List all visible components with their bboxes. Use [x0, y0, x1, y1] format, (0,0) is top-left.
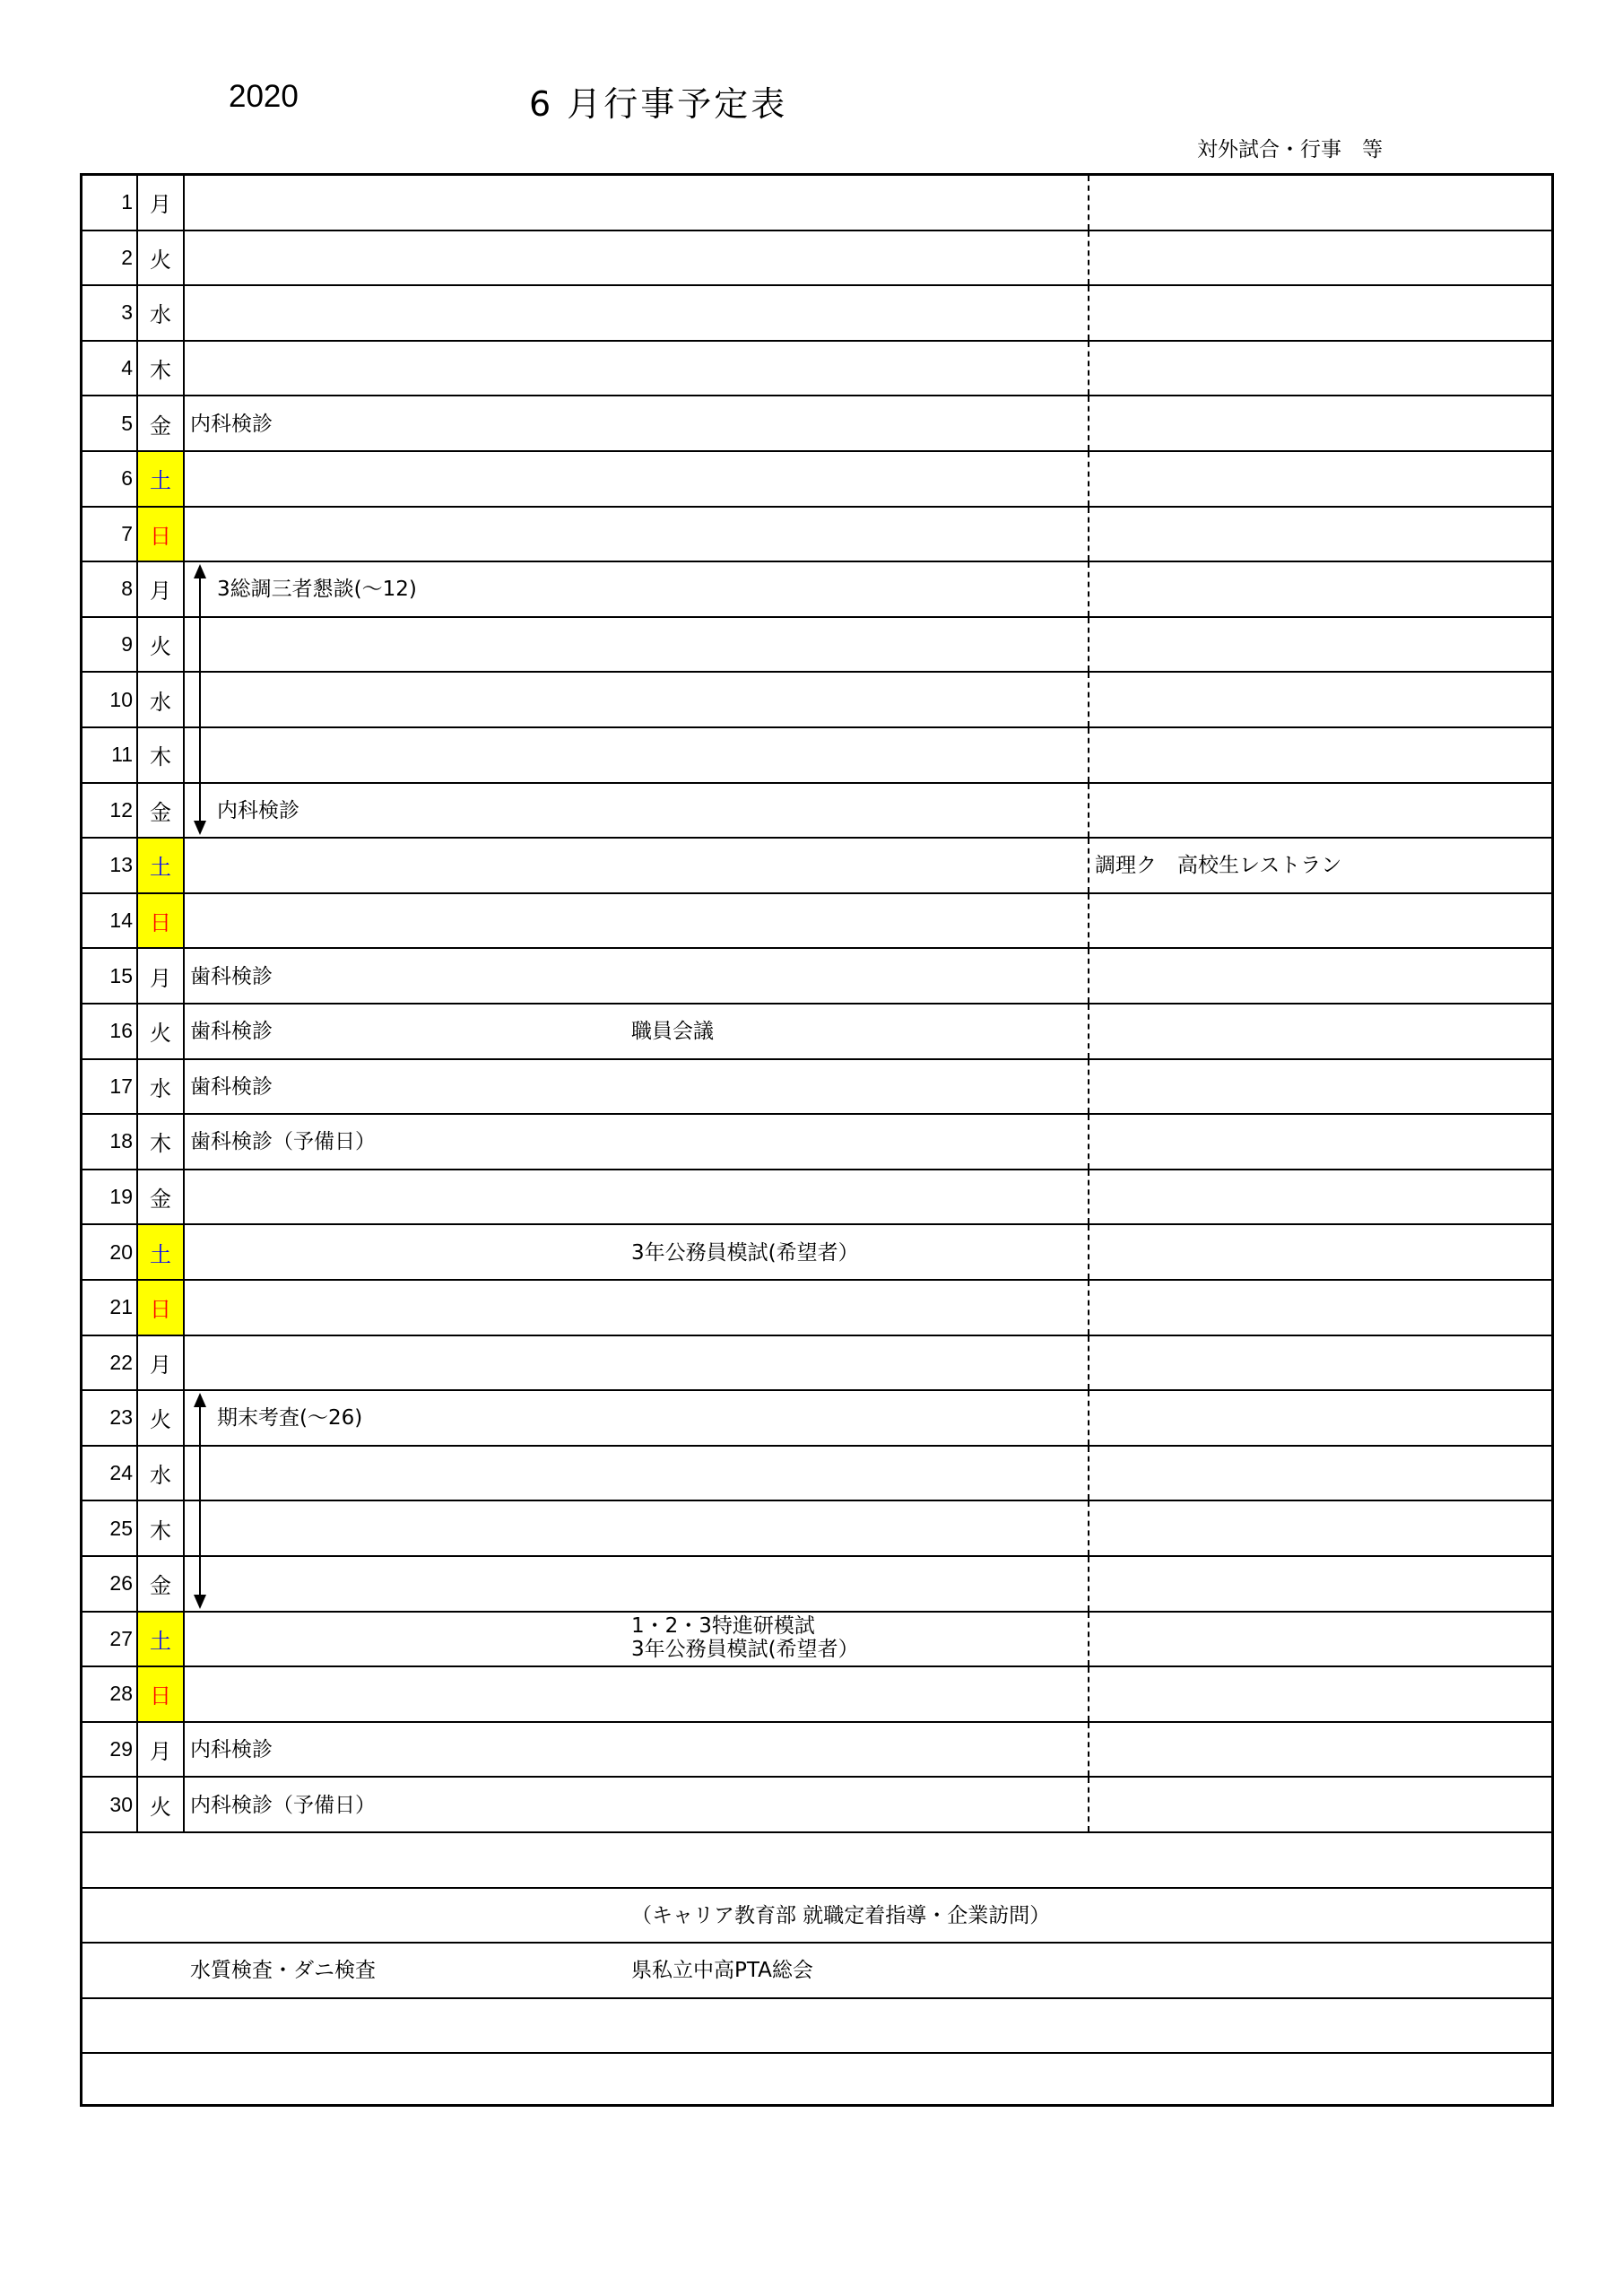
- weekday-cell: 金: [138, 1557, 185, 1611]
- school-events-cell: [185, 1225, 1089, 1279]
- table-row: [82, 1336, 1551, 1392]
- day-number: 16: [82, 1004, 138, 1058]
- note-text: （キャリア教育部 就職定着指導・企業訪問）: [631, 1903, 1051, 1927]
- external-events-cell: [1089, 673, 1551, 726]
- day-number: 30: [82, 1778, 138, 1831]
- school-events-cell: [185, 1391, 1089, 1445]
- school-events-cell: [185, 894, 1089, 948]
- external-events-cell: [1089, 839, 1551, 892]
- external-events-cell: [1089, 894, 1551, 948]
- page-title: 6 月行事予定表: [529, 84, 788, 124]
- school-events-cell: [185, 1336, 1089, 1390]
- weekday-cell: 金: [138, 396, 185, 450]
- external-events-cell: [1089, 452, 1551, 506]
- day-number: 13: [82, 839, 138, 892]
- table-row: [82, 2054, 1551, 2109]
- weekday-cell: 日: [138, 894, 185, 948]
- table-row: [82, 1613, 1551, 1668]
- event-text: 3年公務員模試(希望者）: [631, 1240, 859, 1265]
- table-row: [82, 1391, 1551, 1447]
- external-events-cell: [1089, 1060, 1551, 1114]
- table-row: [82, 508, 1551, 563]
- event-text: 1・2・3特進研模試 3年公務員模試(希望者）: [631, 1613, 859, 1661]
- table-row: [82, 1557, 1551, 1613]
- weekday-cell: 木: [138, 728, 185, 782]
- school-events-cell: [185, 784, 1089, 838]
- external-events-cell: [1089, 286, 1551, 340]
- school-events-cell: [185, 562, 1089, 616]
- school-events-cell: [185, 1060, 1089, 1114]
- external-events-cell: [1089, 176, 1551, 230]
- school-events-cell: [185, 1613, 1089, 1666]
- weekday-cell: 水: [138, 673, 185, 726]
- external-events-cell: [1089, 618, 1551, 672]
- schedule-table: [80, 173, 1554, 2107]
- school-events-cell: [185, 728, 1089, 782]
- weekday-cell: 月: [138, 562, 185, 616]
- table-row: [82, 673, 1551, 728]
- school-events-cell: [185, 1723, 1089, 1777]
- school-events-cell: [185, 673, 1089, 726]
- table-row: [82, 1667, 1551, 1723]
- school-events-cell: [185, 396, 1089, 450]
- table-row: [82, 1170, 1551, 1226]
- table-row: [82, 562, 1551, 618]
- day-number: 1: [82, 176, 138, 230]
- day-number: 19: [82, 1170, 138, 1224]
- school-events-cell: [185, 1170, 1089, 1224]
- day-number: 28: [82, 1667, 138, 1721]
- school-events-cell: [185, 231, 1089, 285]
- school-events-cell: [185, 1667, 1089, 1721]
- table-row: [82, 1723, 1551, 1779]
- school-events-cell: [185, 508, 1089, 561]
- school-events-cell: [185, 1004, 1089, 1058]
- external-events-cell: [1089, 1723, 1551, 1777]
- day-number: 12: [82, 784, 138, 838]
- day-number: 23: [82, 1391, 138, 1445]
- day-number: 8: [82, 562, 138, 616]
- day-number: 10: [82, 673, 138, 726]
- arrow-down-icon: [194, 1595, 206, 1609]
- table-row: [82, 894, 1551, 950]
- weekday-cell: 木: [138, 1115, 185, 1169]
- day-number: 17: [82, 1060, 138, 1114]
- weekday-cell: 月: [138, 176, 185, 230]
- arrow-up-icon: [194, 1393, 206, 1407]
- table-row: [82, 1944, 1551, 1999]
- school-events-cell: [185, 1557, 1089, 1611]
- day-number: 14: [82, 894, 138, 948]
- school-events-cell: [185, 286, 1089, 340]
- weekday-cell: 火: [138, 1004, 185, 1058]
- school-events-cell: [185, 452, 1089, 506]
- weekday-cell: 日: [138, 1281, 185, 1335]
- weekday-cell: 月: [138, 1336, 185, 1390]
- day-number: 25: [82, 1501, 138, 1555]
- weekday-cell: 土: [138, 1613, 185, 1666]
- external-events-cell: [1089, 949, 1551, 1003]
- table-row: [82, 949, 1551, 1004]
- external-events-cell: [1089, 1281, 1551, 1335]
- external-events-cell: [1089, 1778, 1551, 1831]
- weekday-cell: 月: [138, 949, 185, 1003]
- event-text: 内科検診: [190, 412, 273, 436]
- year: 2020: [229, 79, 299, 114]
- school-events-cell: [185, 1281, 1089, 1335]
- external-events-cell: [1089, 562, 1551, 616]
- range-arrow: [199, 1404, 201, 1597]
- day-number: 26: [82, 1557, 138, 1611]
- day-number: 9: [82, 618, 138, 672]
- event-text: 職員会議: [631, 1020, 714, 1044]
- external-events-cell: [1089, 1391, 1551, 1445]
- event-text: 3総調三者懇談(〜12): [217, 578, 417, 602]
- day-number: 18: [82, 1115, 138, 1169]
- arrow-up-icon: [194, 564, 206, 578]
- external-events-cell: [1089, 1225, 1551, 1279]
- day-number: 20: [82, 1225, 138, 1279]
- external-events-cell: [1089, 1115, 1551, 1169]
- external-events-heading: 対外試合・行事 等: [1197, 138, 1383, 161]
- table-row: [82, 618, 1551, 674]
- external-events-cell: [1089, 1613, 1551, 1666]
- table-row: [82, 176, 1551, 231]
- external-events-cell: [1089, 342, 1551, 396]
- table-row: [82, 1999, 1551, 2055]
- weekday-cell: 月: [138, 1723, 185, 1777]
- day-number: 4: [82, 342, 138, 396]
- weekday-cell: 日: [138, 508, 185, 561]
- event-text: 歯科検診: [190, 1020, 273, 1044]
- weekday-cell: 火: [138, 618, 185, 672]
- arrow-down-icon: [194, 821, 206, 835]
- external-events-cell: [1089, 1667, 1551, 1721]
- external-events-cell: [1089, 1170, 1551, 1224]
- table-row: [82, 1889, 1551, 1944]
- school-events-cell: [185, 949, 1089, 1003]
- external-events-cell: [1089, 396, 1551, 450]
- external-events-cell: [1089, 231, 1551, 285]
- table-row: [82, 1501, 1551, 1557]
- day-number: 5: [82, 396, 138, 450]
- table-row: [82, 286, 1551, 342]
- school-events-cell: [185, 1115, 1089, 1169]
- event-text: 歯科検診（予備日）: [190, 1130, 376, 1154]
- external-events-cell: [1089, 1004, 1551, 1058]
- external-event-text: 調理ク 高校生レストラン: [1095, 854, 1342, 878]
- weekday-cell: 木: [138, 1501, 185, 1555]
- school-events-cell: [185, 342, 1089, 396]
- school-events-cell: [185, 176, 1089, 230]
- table-row: [82, 839, 1551, 894]
- table-row: [82, 452, 1551, 508]
- event-text: 内科検診（予備日）: [190, 1793, 376, 1817]
- weekday-cell: 土: [138, 452, 185, 506]
- table-row: [82, 396, 1551, 452]
- weekday-cell: 金: [138, 784, 185, 838]
- external-events-cell: [1089, 508, 1551, 561]
- day-number: 2: [82, 231, 138, 285]
- weekday-cell: 水: [138, 1447, 185, 1500]
- school-events-cell: [185, 1501, 1089, 1555]
- school-events-cell: [185, 1447, 1089, 1500]
- table-row: [82, 1060, 1551, 1116]
- event-text: 期末考査(〜26): [217, 1406, 363, 1431]
- weekday-cell: 金: [138, 1170, 185, 1224]
- day-number: 3: [82, 286, 138, 340]
- weekday-cell: 水: [138, 1060, 185, 1114]
- day-number: 21: [82, 1281, 138, 1335]
- table-row: [82, 1778, 1551, 1833]
- school-events-cell: [185, 618, 1089, 672]
- day-number: 29: [82, 1723, 138, 1777]
- school-events-cell: [185, 1778, 1089, 1831]
- school-events-cell: [185, 839, 1089, 892]
- day-number: 6: [82, 452, 138, 506]
- weekday-cell: 火: [138, 1778, 185, 1831]
- day-number: 7: [82, 508, 138, 561]
- weekday-cell: 水: [138, 286, 185, 340]
- note-text: 水質検査・ダニ検査: [190, 1959, 376, 1983]
- weekday-cell: 土: [138, 1225, 185, 1279]
- weekday-cell: 木: [138, 342, 185, 396]
- external-events-cell: [1089, 784, 1551, 838]
- note-text: 県私立中高PTA総会: [631, 1959, 813, 1983]
- table-row: [82, 1004, 1551, 1060]
- event-text: 歯科検診: [190, 1074, 273, 1099]
- weekday-cell: 火: [138, 1391, 185, 1445]
- external-events-cell: [1089, 728, 1551, 782]
- event-text: 歯科検診: [190, 964, 273, 988]
- table-row: [82, 231, 1551, 287]
- weekday-cell: 火: [138, 231, 185, 285]
- day-number: 24: [82, 1447, 138, 1500]
- weekday-cell: 日: [138, 1667, 185, 1721]
- event-text: 内科検診: [190, 1738, 273, 1762]
- day-number: 27: [82, 1613, 138, 1666]
- event-text: 内科検診: [217, 798, 299, 822]
- table-row: [82, 1447, 1551, 1502]
- weekday-cell: 土: [138, 839, 185, 892]
- day-number: 15: [82, 949, 138, 1003]
- table-row: [82, 342, 1551, 397]
- table-row: [82, 1281, 1551, 1336]
- external-events-cell: [1089, 1447, 1551, 1500]
- day-number: 11: [82, 728, 138, 782]
- external-events-cell: [1089, 1336, 1551, 1390]
- table-row: [82, 728, 1551, 784]
- external-events-cell: [1089, 1501, 1551, 1555]
- table-row: [82, 784, 1551, 839]
- day-number: 22: [82, 1336, 138, 1390]
- table-row: [82, 1115, 1551, 1170]
- external-events-cell: [1089, 1557, 1551, 1611]
- range-arrow: [199, 575, 201, 824]
- table-row: [82, 1225, 1551, 1281]
- table-row: [82, 1833, 1551, 1889]
